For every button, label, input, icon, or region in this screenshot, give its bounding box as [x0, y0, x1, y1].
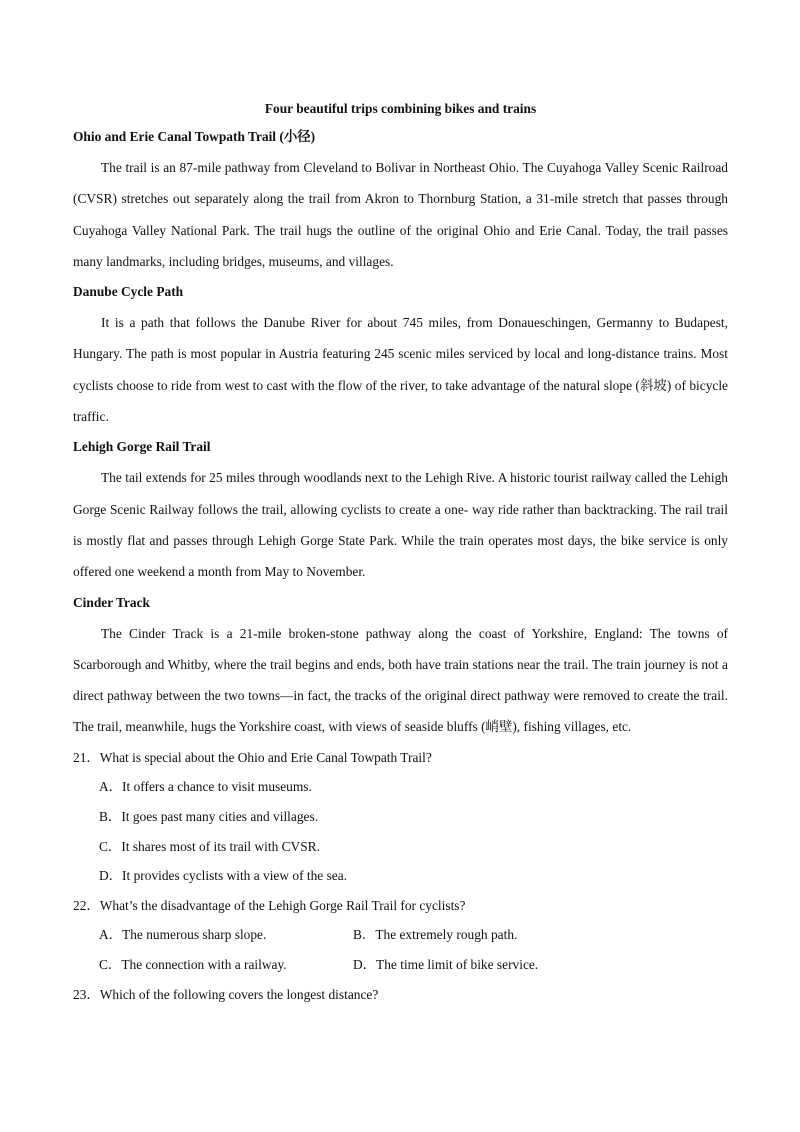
option-d: D．It provides cyclists with a view of the sea.: [99, 868, 348, 884]
question-stem: 21．What is special about the Ohio and Erie Canal Towpath Trail?: [73, 749, 432, 765]
document-title: Four beautiful trips combining bikes and trains: [264, 101, 537, 116]
question-22: [73, 891, 728, 980]
section-heading: Cinder Track: [73, 594, 151, 610]
option-a: A．It offers a chance to visit museums.: [99, 779, 312, 795]
question-21: [73, 743, 728, 891]
section-cinder: [73, 588, 728, 743]
section-heading: Ohio and Erie Canal Towpath Trail (小径): [73, 129, 316, 144]
section-danube: [73, 277, 728, 432]
section-body: The Cinder Track is a 21-mile broken-stone pathway along the coast of Yorkshire, England: The towns of Scarborough and Whitby, where the trail begins and ends, both have train stations near the trail. The train journey is not a direct pathway between the two towns—in fact, the tracks of the original direct pathway were removed to create the trail. The trail, meanwhile, hugs the Yorkshire coast, with views of seaside bluffs (峭壁), fishing villages, etc.: [73, 625, 728, 735]
section-body: It is a path that follows the Danube River for about 745 miles, from Donaueschingen, Germanny to Budapest, Hungary. The path is most popular in Austria featuring 245 scenic miles serviced by local and long-distance trains. Most cyclists choose to ride from west to cast with the flow of the river, to take advantage of the natural slope (斜坡) of bicycle traffic.: [73, 315, 728, 425]
option-row: [73, 950, 728, 980]
option-c: C．It shares most of its trail with CVSR.: [99, 838, 320, 854]
question-23: [73, 980, 728, 1010]
option-c: C．The connection with a railway.: [99, 956, 287, 972]
section-lehigh: [73, 432, 728, 587]
section-heading: Lehigh Gorge Rail Trail: [73, 439, 211, 455]
document-page: [73, 96, 728, 1009]
option-b: B．It goes past many cities and villages.: [99, 808, 319, 824]
section-body: The trail is an 87-mile pathway from Cleveland to Bolivar in Northeast Ohio. The Cuyahoga Valley Scenic Railroad (CVSR) stretches out separately along the trail from Akron to Thornburg Station, a 31-mile stretch that passes through Cuyahoga Valley National Park. The trail hugs the outline of the original Ohio and Erie Canal. Today, the trail passes many landmarks, including bridges, museums, and villages.: [73, 160, 728, 269]
question-stem: 22．What’s the disadvantage of the Lehigh Gorge Rail Trail for cyclists?: [73, 897, 466, 913]
question-stem: 23．Which of the following covers the longest distance?: [73, 986, 379, 1002]
section-ohio-erie: [73, 122, 728, 277]
option-row: [73, 920, 728, 950]
option-b: B．The extremely rough path.: [353, 927, 518, 943]
option-d: D．The time limit of bike service.: [353, 956, 539, 972]
section-body: The tail extends for 25 miles through woodlands next to the Lehigh Rive. A historic tourist railway called the Lehigh Gorge Scenic Railway follows the trail, allowing cyclists to create a one- way ride rather than backtracking. The rail trail is mostly flat and passes through Lehigh Gorge State Park. While the train operates most days, the bike service is only offered one weekend a month from May to November.: [73, 470, 728, 580]
section-heading: Danube Cycle Path: [73, 284, 184, 300]
option-a: A．The numerous sharp slope.: [99, 927, 267, 943]
